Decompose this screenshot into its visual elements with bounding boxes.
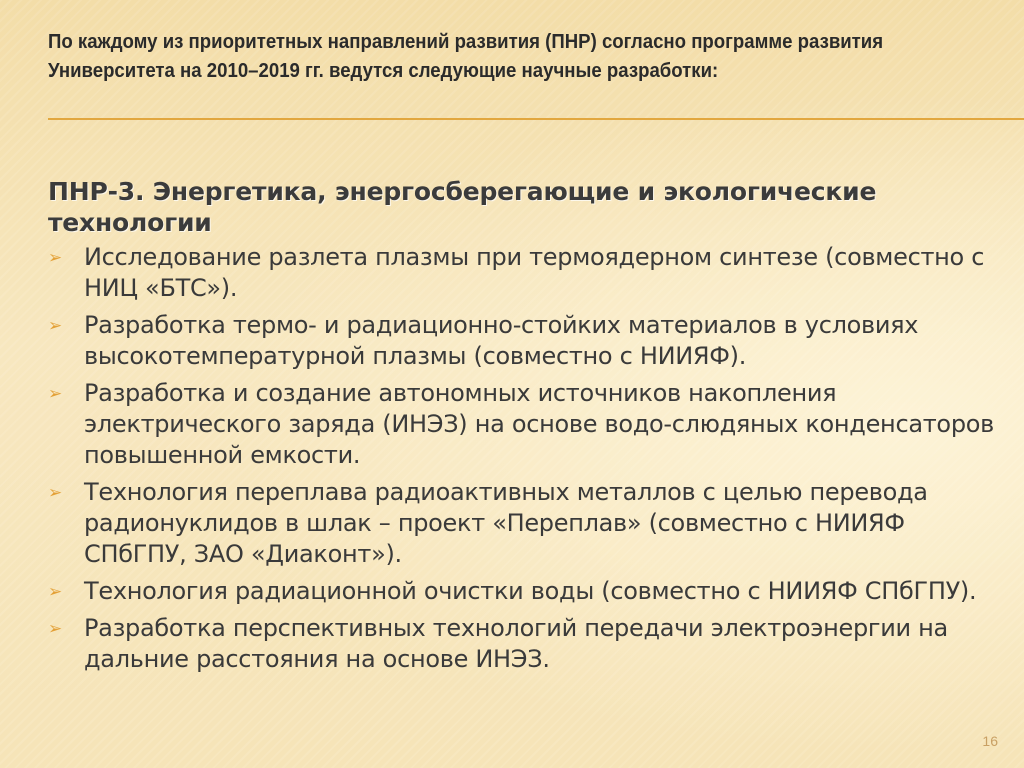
arrow-bullet-icon: ➢: [48, 483, 62, 503]
arrow-bullet-icon: ➢: [48, 384, 62, 404]
arrow-bullet-icon: ➢: [48, 619, 62, 639]
header-divider: [48, 118, 1024, 120]
arrow-bullet-icon: ➢: [48, 316, 62, 336]
bullet-text: Технология переплава радиоактивных металлов с целью перевода радионуклидов в шлак – проект «Переплав» (совместно с НИИЯФ СПбГПУ, ЗАО «Диаконт»).: [84, 478, 928, 568]
section-heading: ПНР-3. Энергетика, энергосберегающие и экологические технологии: [48, 177, 877, 237]
bullet-text: Разработка перспективных технологий передачи электроэнергии на дальние расстояния на основе ИНЭЗ.: [84, 614, 948, 673]
bullet-item: [48, 477, 1008, 570]
bullet-text: Технология радиационной очистки воды (совместно с НИИЯФ СПбГПУ).: [84, 577, 977, 605]
arrow-bullet-icon: ➢: [48, 582, 62, 602]
bullet-list: [48, 242, 1008, 681]
bullet-item: [48, 576, 1008, 607]
bullet-item: [48, 613, 1008, 675]
bullet-text: Разработка термо- и радиационно-стойких материалов в условиях высокотемпературной плазмы (совместно с НИИЯФ).: [84, 311, 919, 370]
bullet-text: Разработка и создание автономных источников накопления электрического заряда (ИНЭЗ) на основе водо-слюдяных конденсаторов повышенной емкости.: [84, 379, 994, 469]
bullet-item: [48, 242, 1008, 304]
bullet-item: [48, 378, 1008, 471]
arrow-bullet-icon: ➢: [48, 248, 62, 268]
slide-header-title: По каждому из приоритетных направлений развития (ПНР) согласно программе развития Университета на 2010–2019 гг. ведутся следующие научные разработки:: [48, 31, 884, 82]
page-number: 16: [982, 733, 998, 749]
bullet-item: [48, 310, 1008, 372]
bullet-text: Исследование разлета плазмы при термоядерном синтезе (совместно с НИЦ «БТС»).: [84, 243, 985, 302]
